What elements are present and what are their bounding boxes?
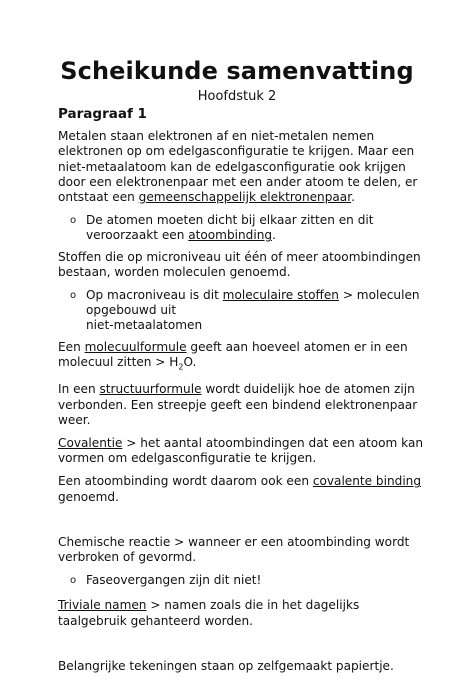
paragraph-8 (58, 598, 428, 628)
key-term: Triviale namen (58, 598, 147, 613)
document-subtitle: Hoofdstuk 2 (197, 89, 277, 104)
document-title: Scheikunde samenvatting (60, 57, 414, 85)
bullet-item-3: o Faseovergangen zijn dit niet! (58, 573, 428, 588)
text: > moleculen opgebouwd uit (86, 288, 420, 318)
key-term: molecuulformule (84, 339, 187, 354)
paragraph-6 (58, 474, 428, 504)
text: Metalen staan elektronen af en niet-metalen nemen elektronen op om edelgasconfiguratie te krijgen. Maar een niet-metaalatoom kan de edelgasconfiguratie ook krijgen door een elektronenpaar met een ander atoom te delen, er ontstaat een (58, 129, 418, 205)
key-term: gemeenschappelijk elektronenpaar (138, 190, 352, 205)
key-term: covalente binding (312, 474, 422, 489)
text: . (272, 228, 276, 243)
paragraph-9: Belangrijke tekeningen staan op zelfgemaakt papiertje. (58, 658, 394, 673)
text: In een (58, 382, 100, 397)
paragraph-7: Chemische reactie > wanneer er een atoombinding wordt verbroken of gevormd. (58, 534, 410, 565)
document-body (58, 107, 428, 682)
subscript: 2 (178, 362, 184, 372)
paragraph-1 (58, 129, 428, 205)
paragraph-5 (58, 436, 428, 466)
text: genoemd. (58, 489, 119, 504)
paragraph-4 (58, 382, 428, 428)
paragraph-3 (58, 340, 428, 375)
section-heading: Paragraaf 1 (58, 106, 147, 122)
text: > namen zoals die in het dagelijks taalgebruik gehanteerd worden. (58, 598, 360, 628)
spacer (58, 513, 428, 535)
text: geeft aan hoeveel atomen er in een molecuul zitten > H (58, 339, 408, 369)
text: Op macroniveau is dit (86, 288, 223, 303)
text: niet-metaalatomen (86, 318, 203, 333)
text: Een (58, 339, 85, 354)
key-term: moleculaire stoffen (222, 288, 339, 303)
spacer (58, 637, 428, 659)
key-term: atoombinding (188, 228, 273, 243)
text: Een atoombinding wordt daarom ook een (58, 474, 313, 489)
bullet-item-2 (58, 288, 428, 334)
text: De atomen moeten dicht bij elkaar zitten en dit veroorzaakt een (86, 213, 374, 243)
text: . (351, 190, 355, 205)
key-term: structuurformule (99, 382, 202, 397)
text: O. (183, 354, 197, 369)
text: > het aantal atoombindingen dat een atoom kan vormen om edelgasconfiguratie te krijgen. (58, 436, 424, 466)
paragraph-2: Stoffen die op microniveau uit één of meer atoombindingen bestaan, worden moleculen genoemd. (58, 249, 421, 279)
text: wordt duidelijk hoe de atomen zijn verbonden. Een streepje geeft een bindend elektronenpaar weer. (58, 382, 418, 427)
key-term: Covalentie (58, 436, 123, 451)
bullet-item-1 (58, 213, 428, 243)
